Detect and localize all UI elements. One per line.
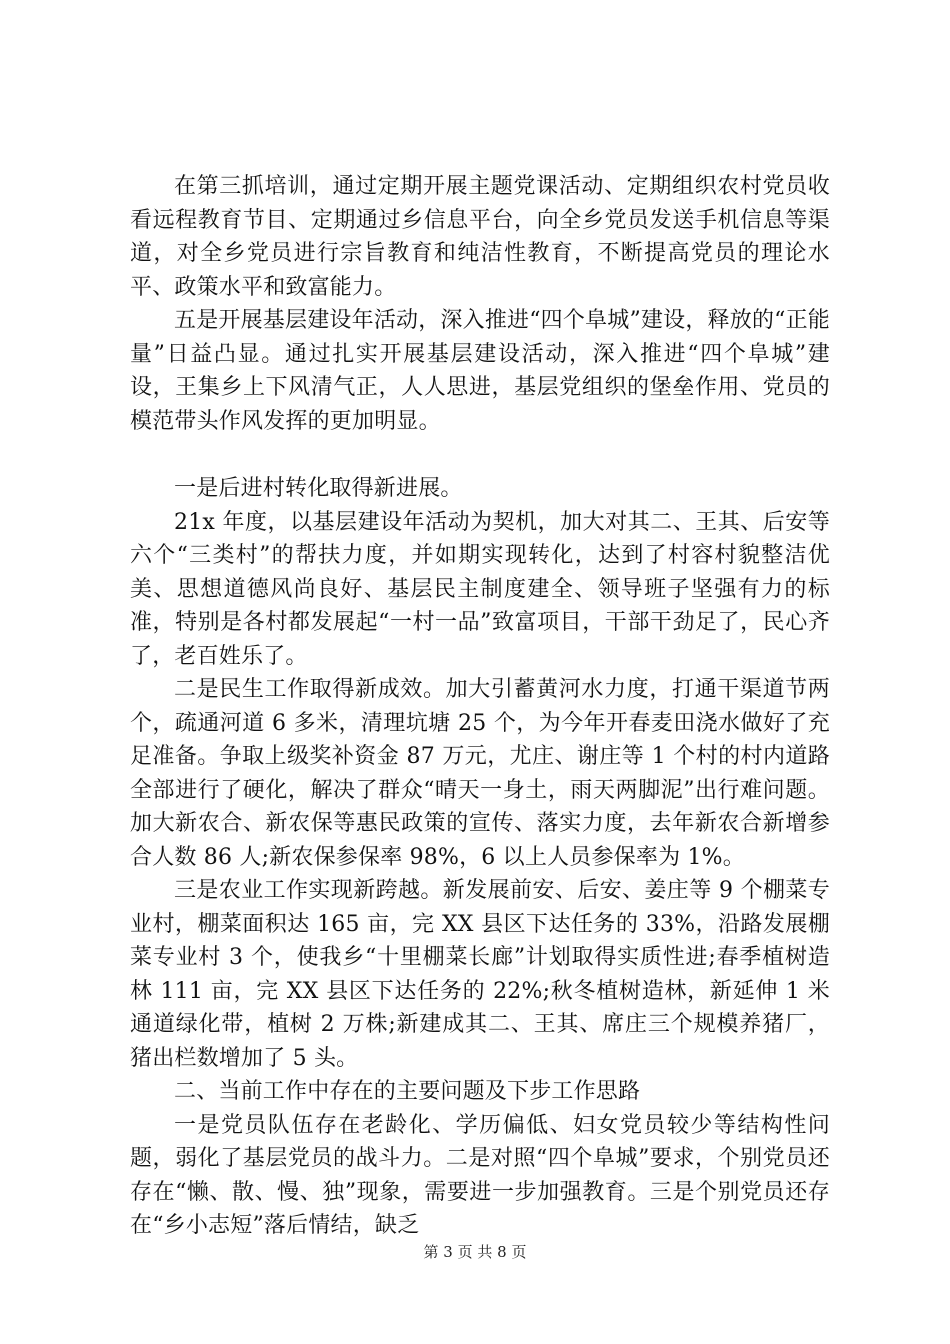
section-heading-problems: 二、当前工作中存在的主要问题及下步工作思路: [174, 1079, 641, 1104]
body-text: [130, 170, 830, 1243]
paragraph-backward-villages: 21x 年度，以基层建设年活动为契机，加大对其二、王其、后安等六个“三类村”的帮扶力度，并如期实现转化，达到了村容村貌整洁优美、思想道德风尚良好、基层民主制度建全、领导班子坚强有力的标准，特别是各村都发展起“一村一品”致富项目，干部干劲足了，民心齐了，老百姓乐了。: [130, 509, 830, 669]
paragraph-training: 在第三抓培训，通过定期开展主题党课活动、定期组织农村党员收看远程教育节目、定期通过乡信息平台，向全乡党员发送手机信息等渠道，对全乡党员进行宗旨教育和纯洁性教育，不断提高党员的理论水平、政策水平和致富能力。: [130, 174, 830, 300]
paragraph-livelihood: 二是民生工作取得新成效。加大引蓄黄河水力度，打通干渠道节两个，疏通河道 6 多米，清理坑塘 25 个，为今年开春麦田浇水做好了充足准备。争取上级奖补资金 87 万元，尤庄、谢庄等 1 个村的村内道路全部进行了硬化，解决了群众“晴天一身土，雨天两脚泥”出行难问题。加大新农合、新农保等惠民政策的宣传、落实力度，去年新农合新增参合人数 86 人;新农保参保率 98%，6 以上人员参保率为 1%。: [130, 677, 830, 870]
page-footer: 第 3 页 共 8 页: [423, 1243, 527, 1261]
paragraph-problems: 一是党员队伍存在老龄化、学历偏低、妇女党员较少等结构性问题，弱化了基层党员的战斗力。二是对照“四个阜城”要求，个别党员还存在“懒、散、慢、独”现象，需要进一步加强教育。三是个别党员还存在“乡小志短”落后情结，缺乏: [130, 1112, 830, 1238]
paragraph-agriculture: 三是农业工作实现新跨越。新发展前安、后安、姜庄等 9 个棚菜专业村，棚菜面积达 165 亩，完 XX 县区下达任务的 33%，沿路发展棚菜专业村 3 个，使我乡“十里棚菜长廊”计划取得实质性进;春季植树造林 111 亩，完 XX 县区下达任务的 22%;秋冬植树造林，新延伸 1 米通道绿化带，植树 2 万株;新建成其二、王其、席庄三个规模养猪厂，猪出栏数增加了 5 头。: [130, 878, 830, 1071]
paragraph-grassroots-year: 五是开展基层建设年活动，深入推进“四个阜城”建设，释放的“正能量”日益凸显。通过扎实开展基层建设活动，深入推进“四个阜城”建设，王集乡上下风清气正，人人思进，基层党组织的堡垒作用、党员的模范带头作风发挥的更加明显。: [130, 308, 830, 434]
paragraph-backward-villages-heading: 一是后进村转化取得新进展。: [174, 476, 463, 501]
